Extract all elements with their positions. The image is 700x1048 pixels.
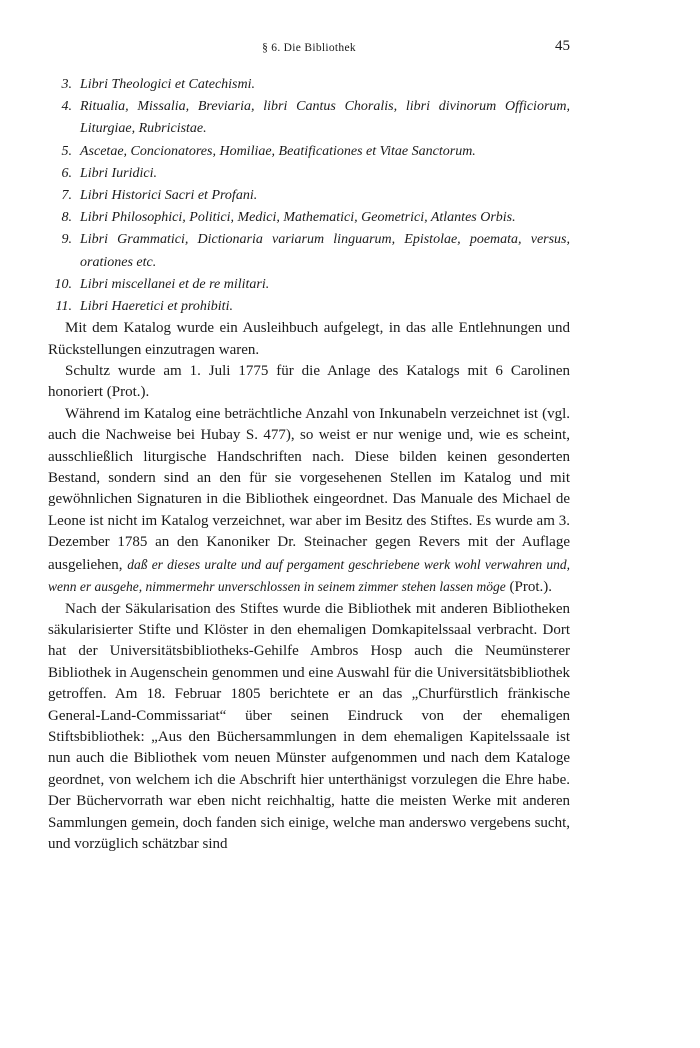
running-head [48, 38, 570, 62]
list-item-number: 9. [61, 232, 72, 248]
list-item-number: 10. [54, 276, 72, 292]
paragraph-text: (Prot.). [505, 579, 553, 596]
page-number: 45 [555, 38, 570, 54]
list-item-text: Libri Historici Sacri et Profani. [80, 188, 258, 204]
document-page [48, 38, 570, 855]
list-item [48, 96, 570, 140]
catalog-list [48, 74, 570, 318]
list-item-text: Ritualia, Missalia, Breviaria, libri Cantus Choralis, libri divinorum Officiorum, Liturgiae, Rubricistae. [80, 99, 570, 137]
list-item [48, 163, 570, 185]
list-item [48, 185, 570, 207]
list-item-text: Ascetae, Concionatores, Homiliae, Beatificationes et Vitae Sanctorum. [80, 143, 476, 159]
list-item-text: Libri Philosophici, Politici, Medici, Mathematici, Geometrici, Atlantes Orbis. [80, 210, 516, 226]
list-item [48, 141, 570, 163]
list-item-number: 8. [61, 210, 72, 226]
list-item-number: 4. [61, 99, 72, 115]
quoted-condition: daß er dieses uralte und auf pergament geschriebene werk wohl verwahren und, wenn er ausgehe, nimmermehr unverschlossen in seinem zimmer stehen lassen möge [48, 556, 570, 595]
list-item-number: 5. [61, 143, 72, 159]
list-item-text: Libri Iuridici. [80, 165, 158, 181]
paragraph-incunabula [48, 404, 570, 599]
paragraph-secularization: Nach der Säkularisation des Stiftes wurde die Bibliothek mit anderen Bibliotheken säkularisierter Stifte und Klöster in den ehemaligen Domkapitelssaal verbracht. Dort hat der Universitätsbibliotheks-Gehilfe Ambros Hosp auch die Neumünsterer Bibliothek in Augenschein genommen und eine Auswahl für die Universitätsbibliothek getroffen. Am 18. Februar 1805 berichtete er an das „Churfürstlich fränkische General-Land-Commissariat“ über seinen Eindruck von der ehemaligen Stiftsbibliothek: „Aus den Büchersammlungen in dem ehemaligen Kapitelssaale ist nun auch die Bibliothek vom neuen Münster aufgenommen und nach dem Kataloge geordnet, von welchem ich die Abschrift hier unterthänigst vorzulegen die Ehre habe. Der Büchervorrath war eben nicht reichhaltig, hatte die meisten Werke mit anderen Sammlungen gemein, doch fanden sich einige, welche man anderswo vergebens sucht, und vorzüglich schätzbar sind [48, 600, 570, 852]
list-item-number: 7. [61, 188, 72, 204]
list-item-text: Libri miscellanei et de re militari. [80, 276, 270, 292]
list-item [48, 296, 570, 318]
list-item-text: Libri Haeretici et prohibiti. [80, 299, 233, 315]
paragraph-schultz-payment: Schultz wurde am 1. Juli 1775 für die Anlage des Katalogs mit 6 Carolinen honoriert (Prot.). [48, 363, 570, 401]
list-item-text: Libri Grammatici, Dictionaria variarum linguarum, Epistolae, poemata, versus, orationes etc. [80, 232, 570, 270]
paragraph-text: Während im Katalog eine beträchtliche Anzahl von Inkunabeln verzeichnet ist (vgl. auch die Nachweise bei Hubay S. 477), so weist er nur wenige und, wie es scheint, ausschließlich liturgische Handschriften nach. Diese bilden keinen gesonderten Bestand, sondern sind an den für sie vorgesehenen Stellen im Katalog und mit gewöhnlichen Signaturen in die Bibliothek eingeordnet. Das Manuale des Michael de Leone ist nicht im Katalog verzeichnet, war aber im Besitz des Stiftes. Es wurde am 3. Dezember 1785 an den Kanoniker Dr. Steinacher gegen Revers mit der Auflage ausgeliehen, [48, 405, 570, 573]
list-item-text: Libri Theologici et Catechismi. [80, 77, 255, 92]
list-item [48, 229, 570, 273]
list-item [48, 207, 570, 229]
list-item-number: 6. [61, 165, 72, 181]
paragraph-lending-book: Mit dem Katalog wurde ein Ausleihbuch aufgelegt, in das alle Entlehnungen und Rückstellungen einzutragen waren. [48, 320, 570, 358]
list-item-number: 3. [61, 77, 72, 92]
list-item [48, 74, 570, 96]
running-title: § 6. Die Bibliothek [262, 42, 356, 54]
list-item-number: 11. [55, 299, 72, 315]
list-item [48, 274, 570, 296]
